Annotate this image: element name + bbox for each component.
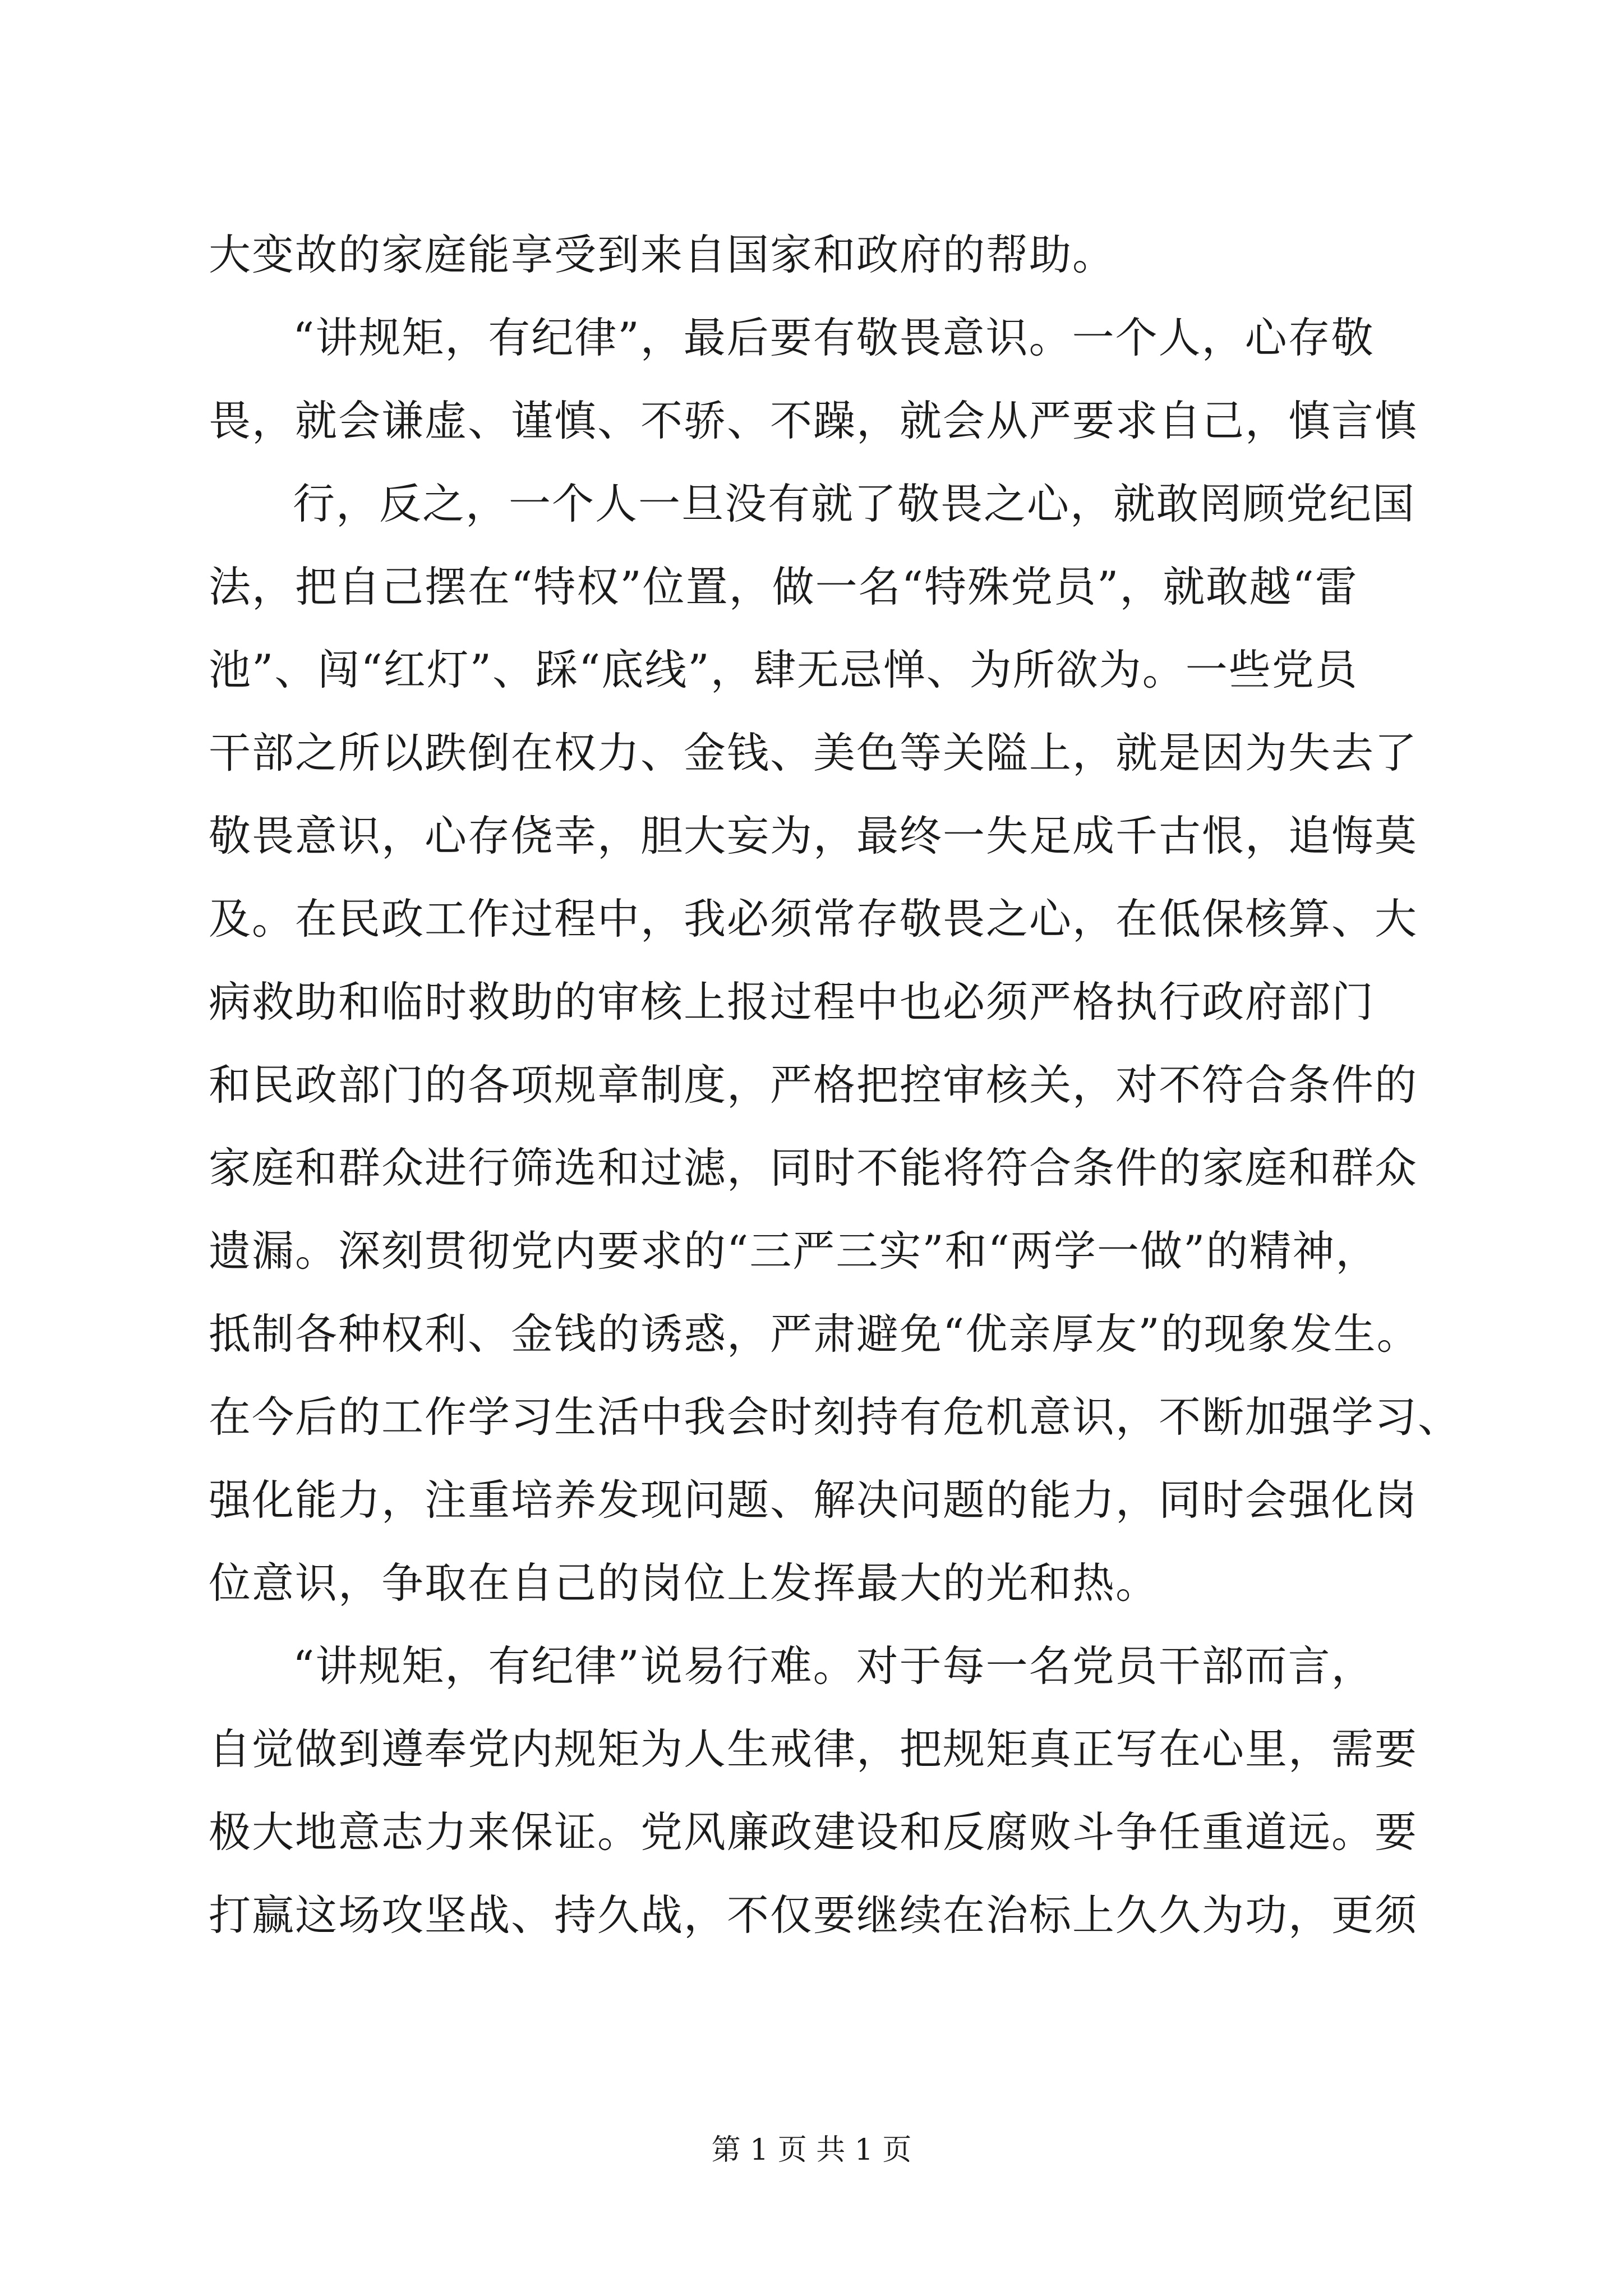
text-line: 池”、闯“红灯”、踩“底线”，肆无忌惮、为所欲为。一些党员 bbox=[209, 645, 1358, 694]
text-line: 病救助和临时救助的审核上报过程中也必须严格执行政府部门 bbox=[209, 977, 1375, 1027]
text-line: 位意识，争取在自己的岗位上发挥最大的光和热。 bbox=[209, 1558, 1159, 1608]
text-line: 行，反之，一个人一旦没有就了敬畏之心，就敢罔顾党纪国 bbox=[293, 479, 1416, 528]
text-line: “讲规矩，有纪律”说易行难。对于每一名党员干部而言， bbox=[293, 1641, 1375, 1691]
text-line: 打赢这场攻坚战、持久战，不仅要继续在治标上久久为功，更须 bbox=[209, 1890, 1418, 1940]
text-line: 抵制各种权利、金钱的诱惑，严肃避免“优亲厚友”的现象发生。 bbox=[209, 1309, 1420, 1359]
text-line: 在今后的工作学习生活中我会时刻持有危机意识，不断加强学习、 bbox=[209, 1392, 1461, 1442]
text-line: 强化能力，注重培养发现问题、解决问题的能力，同时会强化岗 bbox=[209, 1475, 1418, 1525]
text-line: 家庭和群众进行筛选和过滤，同时不能将符合条件的家庭和群众 bbox=[209, 1143, 1418, 1193]
text-line: 极大地意志力来保证。党风廉政建设和反腐败斗争任重道远。要 bbox=[209, 1807, 1418, 1857]
text-line: 法，把自己摆在“特权”位置，做一名“特殊党员”，就敢越“雷 bbox=[209, 562, 1358, 611]
page-number: 第 1 页 共 1 页 bbox=[711, 2133, 912, 2167]
text-line: 遗漏。深刻贯彻党内要求的“三严三实”和“两学一做”的精神， bbox=[209, 1226, 1379, 1276]
text-line: 畏，就会谦虚、谨慎、不骄、不躁，就会从严要求自己，慎言慎 bbox=[209, 396, 1418, 445]
text-line: 大变故的家庭能享受到来自国家和政府的帮助。 bbox=[209, 230, 1116, 279]
text-line: 和民政部门的各项规章制度，严格把控审核关，对不符合条件的 bbox=[209, 1060, 1418, 1110]
text-line: 敬畏意识，心存侥幸，胆大妄为，最终一失足成千古恨，追悔莫 bbox=[209, 811, 1418, 861]
text-line: 及。在民政工作过程中，我必须常存敬畏之心，在低保核算、大 bbox=[209, 894, 1418, 944]
text-line: 干部之所以跌倒在权力、金钱、美色等关隘上，就是因为失去了 bbox=[209, 728, 1418, 777]
page-footer bbox=[0, 2126, 1623, 2168]
text-line: “讲规矩，有纪律”，最后要有敬畏意识。一个人，心存敬 bbox=[293, 313, 1375, 362]
text-line: 自觉做到遵奉党内规矩为人生戒律，把规矩真正写在心里，需要 bbox=[209, 1724, 1418, 1774]
document-body bbox=[209, 213, 1461, 1957]
